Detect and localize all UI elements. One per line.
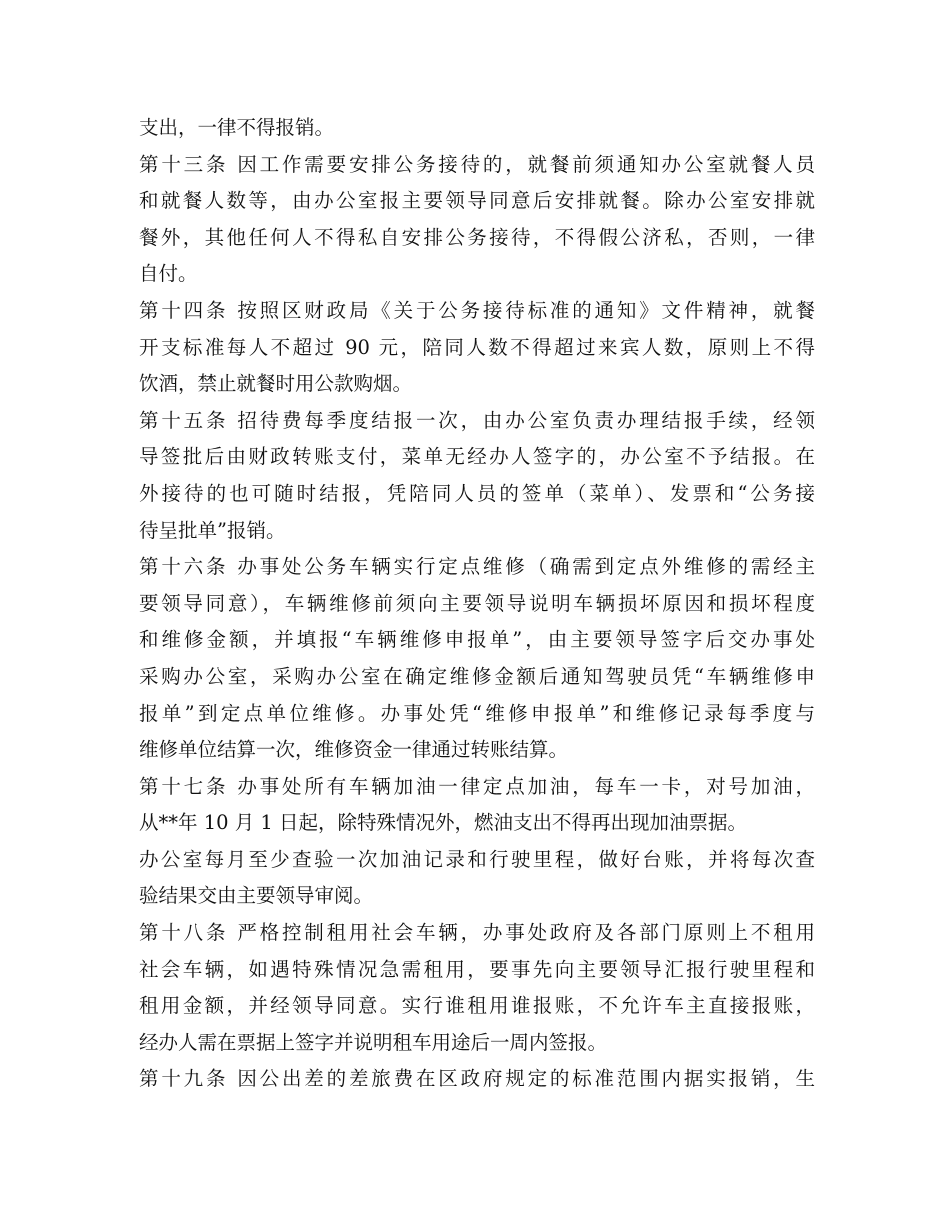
text-line: 维修单位结算一次，维修资金一律通过转账结算。 bbox=[139, 738, 569, 762]
document-body bbox=[139, 110, 815, 1098]
text-line: 导签批后由财政转账支付，菜单无经办人签字的，办公室不予结报。在 bbox=[139, 445, 815, 469]
text-line: 验结果交由主要领导审阅。 bbox=[139, 884, 374, 908]
text-line: 社会车辆，如遇特殊情况急需租用，要事先向主要领导汇报行驶里程和 bbox=[139, 957, 815, 981]
text-line: 从**年 10 月 1 日起，除特殊情况外，燃油支出不得再出现加油票据。 bbox=[139, 811, 748, 835]
text-line: 经办人需在票据上签字并说明租车用途后一周内签报。 bbox=[139, 1030, 608, 1054]
text-line: 第十四条 按照区财政局《关于公务接待标准的通知》文件精神，就餐 bbox=[139, 298, 815, 322]
text-line: 第十七条 办事处所有车辆加油一律定点加油，每车一卡，对号加油， bbox=[139, 774, 815, 798]
text-line: 第十九条 因公出差的差旅费在区政府规定的标准范围内据实报销，生 bbox=[139, 1067, 815, 1091]
text-line: 第十六条 办事处公务车辆实行定点维修（确需到定点外维修的需经主 bbox=[139, 555, 815, 579]
text-line: 和就餐人数等，由办公室报主要领导同意后安排就餐。除办公室安排就 bbox=[139, 189, 815, 213]
text-line: 饮酒，禁止就餐时用公款购烟。 bbox=[139, 372, 413, 396]
text-line: 租用金额，并经领导同意。实行谁租用谁报账，不允许车主直接报账， bbox=[139, 994, 815, 1018]
text-line: 开支标准每人不超过 90 元，陪同人数不得超过来宾人数，原则上不得 bbox=[139, 335, 815, 359]
text-line: 报单”到定点单位维修。办事处凭“维修申报单”和维修记录每季度与 bbox=[139, 701, 815, 725]
text-line: 待呈批单”报销。 bbox=[139, 518, 286, 542]
text-line: 自付。 bbox=[139, 262, 198, 286]
text-line: 采购办公室，采购办公室在确定维修金额后通知驾驶员凭“车辆维修申 bbox=[139, 664, 815, 688]
text-line: 支出，一律不得报销。 bbox=[139, 116, 335, 139]
text-line: 第十八条 严格控制租用社会车辆，办事处政府及各部门原则上不租用 bbox=[139, 921, 815, 945]
text-line: 和维修金额，并填报“车辆维修申报单”，由主要领导签字后交办事处 bbox=[139, 628, 815, 652]
text-line: 外接待的也可随时结报，凭陪同人员的签单（菜单）、发票和“公务接 bbox=[139, 481, 815, 505]
text-line: 第十五条 招待费每季度结报一次，由办公室负责办理结报手续，经领 bbox=[139, 408, 815, 432]
text-line: 办公室每月至少查验一次加油记录和行驶里程，做好台账，并将每次查 bbox=[139, 847, 815, 871]
text-line: 餐外，其他任何人不得私自安排公务接待，不得假公济私，否则，一律 bbox=[139, 225, 815, 249]
text-line: 要领导同意），车辆维修前须向主要领导说明车辆损坏原因和损坏程度 bbox=[139, 591, 815, 615]
text-line: 第十三条 因工作需要安排公务接待的，就餐前须通知办公室就餐人员 bbox=[139, 152, 815, 176]
